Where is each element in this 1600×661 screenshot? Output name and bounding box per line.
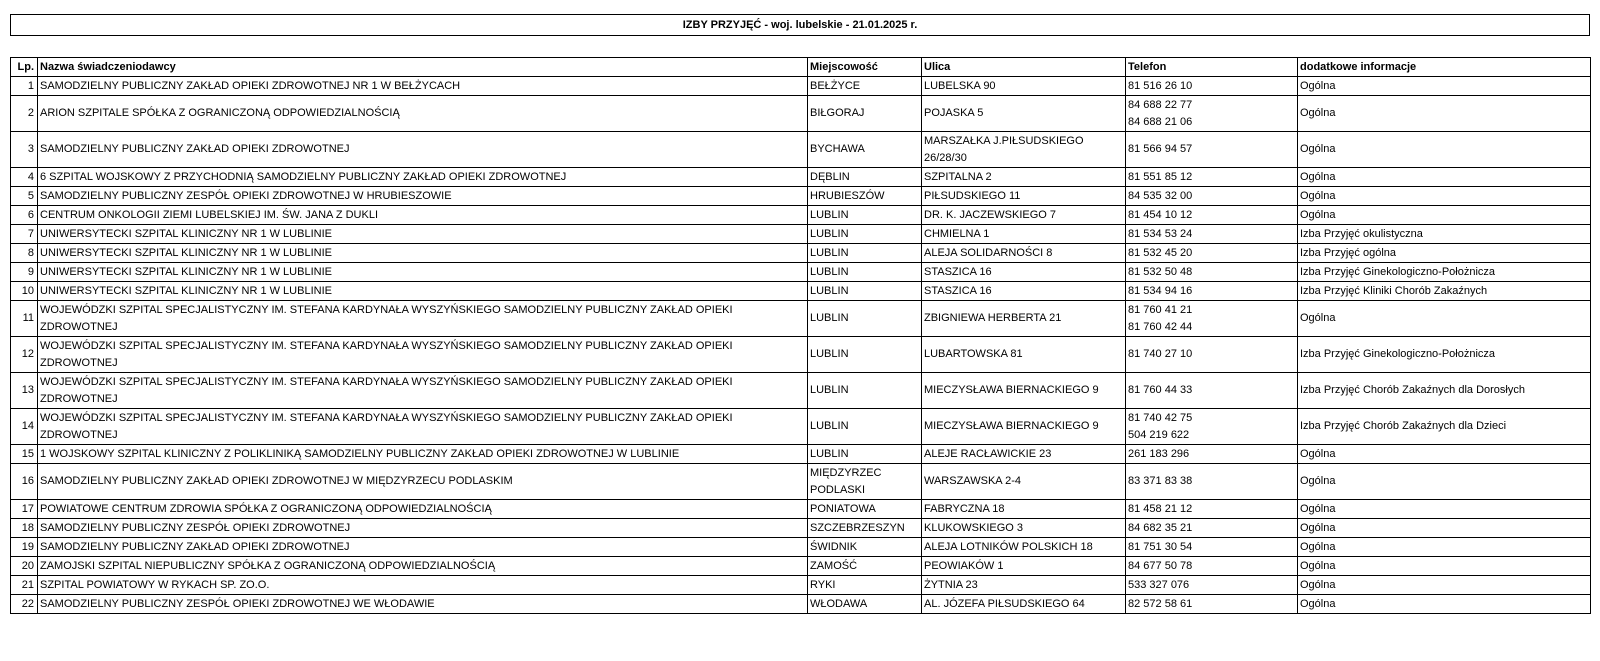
cell-street: ZBIGNIEWA HERBERTA 21 [922, 301, 1126, 337]
cell-city: DĘBLIN [808, 168, 922, 187]
phone-number: 81 534 53 24 [1128, 227, 1193, 240]
cell-street: WARSZAWSKA 2-4 [922, 464, 1126, 500]
cell-street: MARSZAŁKA J.PIŁSUDSKIEGO 26/28/30 [922, 132, 1126, 168]
cell-street: AL. JÓZEFA PIŁSUDSKIEGO 64 [922, 595, 1126, 614]
table-row [11, 77, 1591, 96]
cell-street: LUBELSKA 90 [922, 77, 1126, 96]
table-row [11, 206, 1591, 225]
phone-number: 81 534 94 16 [1128, 284, 1193, 297]
cell-provider-name: UNIWERSYTECKI SZPITAL KLINICZNY NR 1 W LUBLINIE [38, 225, 808, 244]
phone-number: 84 677 50 78 [1128, 559, 1193, 572]
cell-additional-info: Ogólna [1298, 595, 1591, 614]
phone-number: 261 183 296 [1128, 447, 1190, 460]
cell-provider-name: UNIWERSYTECKI SZPITAL KLINICZNY NR 1 W LUBLINIE [38, 263, 808, 282]
cell-additional-info: Ogólna [1298, 576, 1591, 595]
column-header-lp: Lp. [11, 58, 38, 77]
table-row [11, 132, 1591, 168]
cell-phone [1126, 464, 1298, 500]
cell-provider-name: UNIWERSYTECKI SZPITAL KLINICZNY NR 1 W LUBLINIE [38, 282, 808, 301]
cell-city: LUBLIN [808, 301, 922, 337]
cell-city: LUBLIN [808, 409, 922, 445]
cell-lp: 20 [11, 557, 38, 576]
phone-number: 83 371 83 38 [1128, 475, 1193, 487]
cell-provider-name: SAMODZIELNY PUBLICZNY ZAKŁAD OPIEKI ZDROWOTNEJ [38, 538, 808, 557]
cell-phone [1126, 519, 1298, 538]
cell-street: STASZICA 16 [922, 282, 1126, 301]
cell-street: ALEJA LOTNIKÓW POLSKICH 18 [922, 538, 1126, 557]
table-row [11, 445, 1591, 464]
cell-city: BEŁŻYCE [808, 77, 922, 96]
cell-lp: 11 [11, 301, 38, 337]
cell-city: HRUBIESZÓW [808, 187, 922, 206]
table-header-row [11, 58, 1591, 77]
cell-additional-info: Izba Przyjęć Ginekologiczno-Położnicza [1298, 263, 1591, 282]
phone-number: 84 535 32 00 [1128, 189, 1193, 202]
table-body [11, 77, 1591, 614]
phone-number: 84 688 22 77 [1128, 98, 1193, 111]
cell-provider-name: SAMODZIELNY PUBLICZNY ZESPÓŁ OPIEKI ZDROWOTNEJ [38, 519, 808, 538]
phone-number: 504 219 622 [1128, 428, 1190, 441]
column-header-city: Miejscowość [808, 58, 922, 77]
table-row [11, 337, 1591, 373]
table-row [11, 373, 1591, 409]
table-row [11, 168, 1591, 187]
cell-lp: 18 [11, 519, 38, 538]
cell-provider-name: CENTRUM ONKOLOGII ZIEMI LUBELSKIEJ IM. ŚW. JANA Z DUKLI [38, 206, 808, 225]
cell-provider-name: 1 WOJSKOWY SZPITAL KLINICZNY Z POLIKLINIKĄ SAMODZIELNY PUBLICZNY ZAKŁAD OPIEKI ZDROWOTNEJ W LUBLINIE [38, 445, 808, 464]
cell-additional-info: Ogólna [1298, 96, 1591, 132]
cell-lp: 12 [11, 337, 38, 373]
cell-city: LUBLIN [808, 263, 922, 282]
cell-street: KLUKOWSKIEGO 3 [922, 519, 1126, 538]
phone-number: 533 327 076 [1128, 578, 1190, 591]
table-row [11, 500, 1591, 519]
cell-provider-name: SAMODZIELNY PUBLICZNY ZESPÓŁ OPIEKI ZDROWOTNEJ WE WŁODAWIE [38, 595, 808, 614]
cell-street: ALEJA SOLIDARNOŚCI 8 [922, 244, 1126, 263]
cell-phone [1126, 301, 1298, 337]
table-row [11, 409, 1591, 445]
cell-city: LUBLIN [808, 282, 922, 301]
cell-phone [1126, 445, 1298, 464]
phone-number: 81 516 26 10 [1128, 79, 1193, 92]
cell-additional-info: Izba Przyjęć Chorób Zakaźnych dla Dorosłych [1298, 373, 1591, 409]
phone-number: 82 572 58 61 [1128, 597, 1193, 610]
cell-phone [1126, 557, 1298, 576]
cell-phone [1126, 337, 1298, 373]
cell-phone [1126, 132, 1298, 168]
cell-provider-name: WOJEWÓDZKI SZPITAL SPECJALISTYCZNY IM. STEFANA KARDYNAŁA WYSZYŃSKIEGO SAMODZIELNY PUBLICZNY ZAKŁAD OPIEKI ZDROWOTNEJ [38, 301, 808, 337]
cell-lp: 7 [11, 225, 38, 244]
cell-street: PEOWIAKÓW 1 [922, 557, 1126, 576]
phone-number: 81 740 27 10 [1128, 348, 1193, 360]
phone-number: 81 454 10 12 [1128, 208, 1193, 221]
cell-additional-info: Ogólna [1298, 519, 1591, 538]
phone-number: 81 458 21 12 [1128, 502, 1193, 515]
cell-provider-name: WOJEWÓDZKI SZPITAL SPECJALISTYCZNY IM. STEFANA KARDYNAŁA WYSZYŃSKIEGO SAMODZIELNY PUBLICZNY ZAKŁAD OPIEKI ZDROWOTNEJ [38, 409, 808, 445]
table-row [11, 263, 1591, 282]
column-header-street: Ulica [922, 58, 1126, 77]
cell-phone [1126, 206, 1298, 225]
cell-city: BYCHAWA [808, 132, 922, 168]
cell-provider-name: SAMODZIELNY PUBLICZNY ZAKŁAD OPIEKI ZDROWOTNEJ W MIĘDZYRZECU PODLASKIM [38, 464, 808, 500]
cell-additional-info: Ogólna [1298, 301, 1591, 337]
cell-phone [1126, 595, 1298, 614]
table-row [11, 557, 1591, 576]
cell-provider-name: ZAMOJSKI SZPITAL NIEPUBLICZNY SPÓŁKA Z OGRANICZONĄ ODPOWIEDZIALNOŚCIĄ [38, 557, 808, 576]
cell-lp: 17 [11, 500, 38, 519]
cell-additional-info: Ogólna [1298, 77, 1591, 96]
cell-phone [1126, 538, 1298, 557]
table-row [11, 187, 1591, 206]
cell-provider-name: SZPITAL POWIATOWY W RYKACH SP. ZO.O. [38, 576, 808, 595]
cell-additional-info: Ogólna [1298, 187, 1591, 206]
cell-additional-info: Ogólna [1298, 557, 1591, 576]
cell-additional-info: Ogólna [1298, 500, 1591, 519]
cell-lp: 6 [11, 206, 38, 225]
cell-lp: 16 [11, 464, 38, 500]
cell-street: DR. K. JACZEWSKIEGO 7 [922, 206, 1126, 225]
cell-city: BIŁGORAJ [808, 96, 922, 132]
admission-rooms-table [10, 57, 1591, 614]
phone-number: 84 688 21 06 [1128, 115, 1193, 128]
cell-lp: 2 [11, 96, 38, 132]
cell-street: STASZICA 16 [922, 263, 1126, 282]
cell-street: PIŁSUDSKIEGO 11 [922, 187, 1126, 206]
phone-number: 81 760 44 33 [1128, 384, 1193, 396]
cell-provider-name: UNIWERSYTECKI SZPITAL KLINICZNY NR 1 W LUBLINIE [38, 244, 808, 263]
cell-street: LUBARTOWSKA 81 [922, 337, 1126, 373]
cell-phone [1126, 96, 1298, 132]
cell-phone [1126, 282, 1298, 301]
cell-lp: 22 [11, 595, 38, 614]
cell-city: LUBLIN [808, 445, 922, 464]
cell-city: WŁODAWA [808, 595, 922, 614]
cell-lp: 4 [11, 168, 38, 187]
cell-additional-info: Izba Przyjęć Kliniki Chorób Zakaźnych [1298, 282, 1591, 301]
cell-additional-info: Izba Przyjęć okulistyczna [1298, 225, 1591, 244]
cell-provider-name: 6 SZPITAL WOJSKOWY Z PRZYCHODNIĄ SAMODZIELNY PUBLICZNY ZAKŁAD OPIEKI ZDROWOTNEJ [38, 168, 808, 187]
cell-city: LUBLIN [808, 244, 922, 263]
phone-number: 81 532 50 48 [1128, 265, 1193, 278]
table-row [11, 464, 1591, 500]
cell-phone [1126, 244, 1298, 263]
table-row [11, 538, 1591, 557]
cell-city: SZCZEBRZESZYN [808, 519, 922, 538]
cell-phone [1126, 500, 1298, 519]
cell-additional-info: Ogólna [1298, 168, 1591, 187]
phone-number: 84 682 35 21 [1128, 521, 1193, 534]
cell-phone [1126, 263, 1298, 282]
cell-lp: 15 [11, 445, 38, 464]
table-row [11, 301, 1591, 337]
column-header-name: Nazwa świadczeniodawcy [38, 58, 808, 77]
cell-phone [1126, 409, 1298, 445]
phone-number: 81 532 45 20 [1128, 246, 1193, 259]
phone-number: 81 751 30 54 [1128, 540, 1193, 553]
phone-number: 81 740 42 75 [1128, 411, 1193, 424]
phone-number: 81 760 41 21 [1128, 303, 1193, 316]
cell-city: PONIATOWA [808, 500, 922, 519]
cell-phone [1126, 168, 1298, 187]
cell-additional-info: Ogólna [1298, 206, 1591, 225]
phone-number: 81 566 94 57 [1128, 143, 1193, 155]
column-header-phone: Telefon [1126, 58, 1298, 77]
cell-lp: 14 [11, 409, 38, 445]
cell-street: FABRYCZNA 18 [922, 500, 1126, 519]
cell-city: LUBLIN [808, 373, 922, 409]
cell-lp: 5 [11, 187, 38, 206]
cell-additional-info: Ogólna [1298, 132, 1591, 168]
cell-city: LUBLIN [808, 337, 922, 373]
cell-additional-info: Ogólna [1298, 464, 1591, 500]
table-row [11, 244, 1591, 263]
cell-street: ALEJE RACŁAWICKIE 23 [922, 445, 1126, 464]
cell-provider-name: SAMODZIELNY PUBLICZNY ZAKŁAD OPIEKI ZDROWOTNEJ [38, 132, 808, 168]
cell-lp: 9 [11, 263, 38, 282]
cell-lp: 8 [11, 244, 38, 263]
cell-additional-info: Izba Przyjęć ogólna [1298, 244, 1591, 263]
cell-additional-info: Izba Przyjęć Ginekologiczno-Położnicza [1298, 337, 1591, 373]
table-row [11, 282, 1591, 301]
cell-provider-name: WOJEWÓDZKI SZPITAL SPECJALISTYCZNY IM. STEFANA KARDYNAŁA WYSZYŃSKIEGO SAMODZIELNY PUBLICZNY ZAKŁAD OPIEKI ZDROWOTNEJ [38, 337, 808, 373]
cell-city: MIĘDZYRZEC PODLASKI [808, 464, 922, 500]
cell-additional-info: Izba Przyjęć Chorób Zakaźnych dla Dzieci [1298, 409, 1591, 445]
cell-street: ŻYTNIA 23 [922, 576, 1126, 595]
document-title: IZBY PRZYJĘĆ - woj. lubelskie - 21.01.2025 r. [10, 14, 1590, 36]
cell-phone [1126, 77, 1298, 96]
cell-street: MIECZYSŁAWA BIERNACKIEGO 9 [922, 373, 1126, 409]
cell-lp: 19 [11, 538, 38, 557]
cell-city: ZAMOŚĆ [808, 557, 922, 576]
table-row [11, 576, 1591, 595]
table-row [11, 225, 1591, 244]
phone-number: 81 760 42 44 [1128, 320, 1193, 333]
table-row [11, 96, 1591, 132]
cell-phone [1126, 576, 1298, 595]
cell-street: POJASKA 5 [922, 96, 1126, 132]
cell-additional-info: Ogólna [1298, 445, 1591, 464]
cell-provider-name: WOJEWÓDZKI SZPITAL SPECJALISTYCZNY IM. STEFANA KARDYNAŁA WYSZYŃSKIEGO SAMODZIELNY PUBLICZNY ZAKŁAD OPIEKI ZDROWOTNEJ [38, 373, 808, 409]
phone-number: 81 551 85 12 [1128, 170, 1193, 183]
cell-phone [1126, 225, 1298, 244]
column-header-info: dodatkowe informacje [1298, 58, 1591, 77]
table-row [11, 595, 1591, 614]
cell-city: LUBLIN [808, 206, 922, 225]
cell-city: ŚWIDNIK [808, 538, 922, 557]
cell-phone [1126, 187, 1298, 206]
cell-street: MIECZYSŁAWA BIERNACKIEGO 9 [922, 409, 1126, 445]
cell-lp: 3 [11, 132, 38, 168]
cell-street: SZPITALNA 2 [922, 168, 1126, 187]
cell-provider-name: POWIATOWE CENTRUM ZDROWIA SPÓŁKA Z OGRANICZONĄ ODPOWIEDZIALNOŚCIĄ [38, 500, 808, 519]
cell-additional-info: Ogólna [1298, 538, 1591, 557]
table-row [11, 519, 1591, 538]
cell-lp: 21 [11, 576, 38, 595]
cell-provider-name: SAMODZIELNY PUBLICZNY ZESPÓŁ OPIEKI ZDROWOTNEJ W HRUBIESZOWIE [38, 187, 808, 206]
cell-provider-name: ARION SZPITALE SPÓŁKA Z OGRANICZONĄ ODPOWIEDZIALNOŚCIĄ [38, 96, 808, 132]
cell-provider-name: SAMODZIELNY PUBLICZNY ZAKŁAD OPIEKI ZDROWOTNEJ NR 1 W BEŁŻYCACH [38, 77, 808, 96]
cell-city: LUBLIN [808, 225, 922, 244]
cell-phone [1126, 373, 1298, 409]
cell-lp: 13 [11, 373, 38, 409]
cell-lp: 1 [11, 77, 38, 96]
cell-city: RYKI [808, 576, 922, 595]
cell-street: CHMIELNA 1 [922, 225, 1126, 244]
cell-lp: 10 [11, 282, 38, 301]
